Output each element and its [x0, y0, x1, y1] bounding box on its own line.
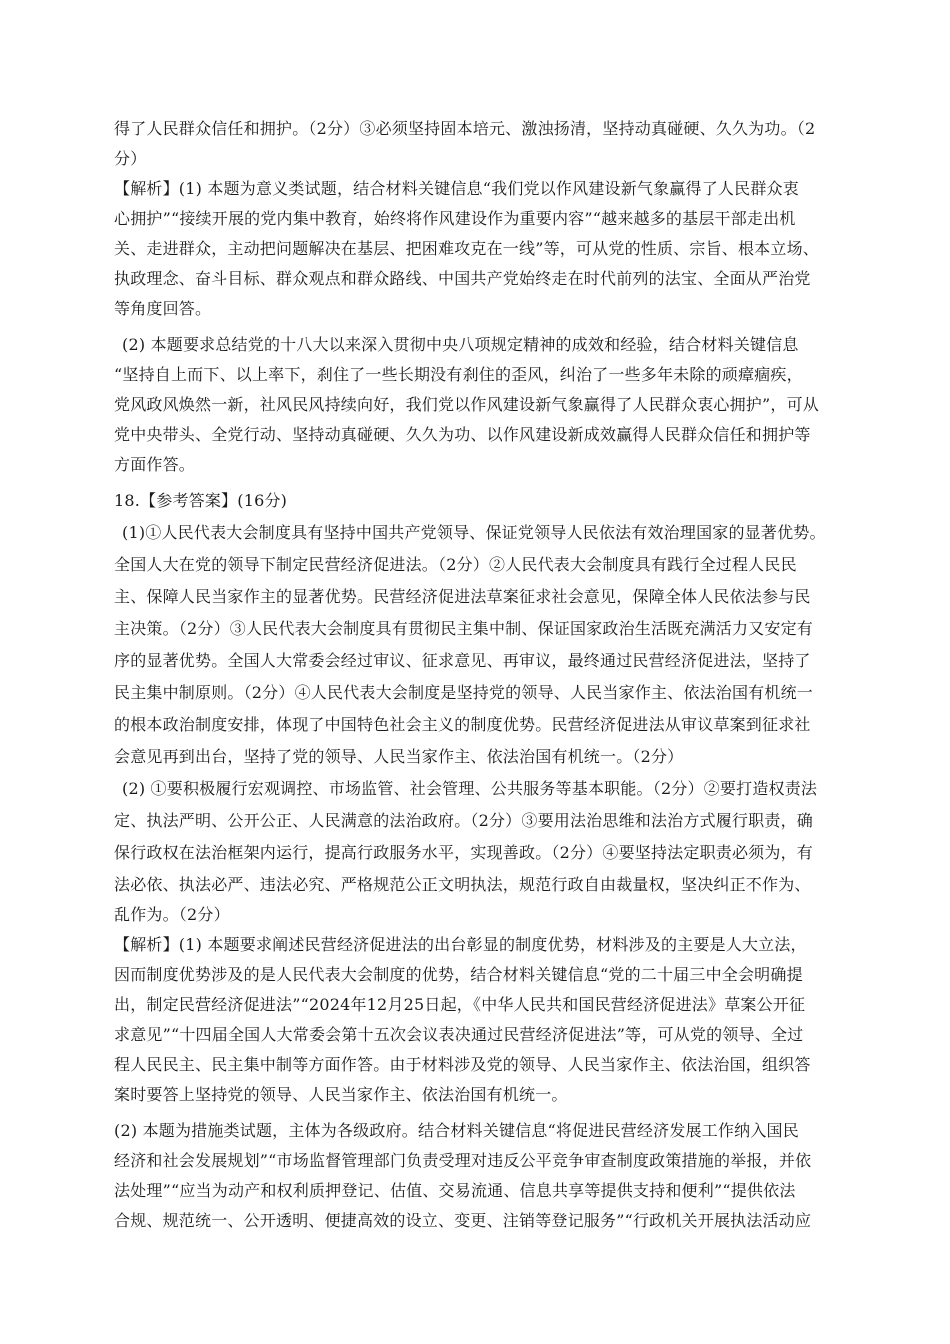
- text-line: 保行政权在法治框架内运行，提高行政服务水平，实现善政。（2分）④要坚持法定职责必须为，有: [114, 843, 813, 862]
- text-line: 主、保障人民当家作主的显著优势。民营经济促进法草案征求社会意见，保障全体人民依法参与民: [114, 587, 811, 606]
- text-line: (2) ①要积极履行宏观调控、市场监管、社会管理、公共服务等基本职能。（2分）②要打造权责法: [122, 779, 818, 798]
- text-line: (2) 本题为措施类试题，主体为各级政府。结合材料关键信息“将促进民营经济发展工作纳入国民: [114, 1121, 799, 1140]
- text-line: 关、走进群众，主动把问题解决在基层、把困难攻克在一线”等，可从党的性质、宗旨、根本立场、: [114, 239, 819, 258]
- analysis-heading-line: 【解析】(1) 本题要求阐述民营经济促进法的出台彰显的制度优势，材料涉及的主要是人大立法，: [114, 935, 807, 954]
- text-line: 的根本政治制度安排，体现了中国特色社会主义的制度优势。民营经济促进法从审议草案到征求社: [114, 715, 811, 734]
- text-line: 法必依、执法必严、违法必究、严格规范公正文明执法，规范行政自由裁量权，坚决纠正不作为、: [114, 875, 811, 894]
- text-line: 党风政风焕然一新，社风民风持续向好，我们党以作风建设新气象赢得了人民群众衷心拥护”，可从: [114, 395, 819, 414]
- text-line: 乱作为。（2分）: [114, 905, 230, 924]
- analysis-heading-line: 【解析】(1) 本题为意义类试题，结合材料关键信息“我们党以作风建设新气象赢得了人民群众衷: [114, 179, 799, 198]
- text-line: 全国人大在党的领导下制定民营经济促进法。（2分）②人民代表大会制度具有践行全过程人民民: [114, 555, 797, 574]
- text-line: 定、执法严明、公开公正、人民满意的法治政府。（2分）③要用法治思维和法治方式履行职责，确: [114, 811, 813, 830]
- text-line: 程人民民主、民主集中制等方面作答。由于材料涉及党的领导、人民当家作主、依法治国，组织答: [114, 1055, 811, 1074]
- text-line: 法处理”“应当为动产和权利质押登记、估值、交易流通、信息共享等提供支持和便利”“提供依法: [114, 1181, 796, 1200]
- question-number-heading: 18.【参考答案】(16分): [114, 491, 288, 510]
- text-line: 党中央带头、全党行动、坚持动真碰硬、久久为功、以作风建设新成效赢得人民群众信任和拥护等: [114, 425, 811, 444]
- text-line: 执政理念、奋斗目标、群众观点和群众路线、中国共产党始终走在时代前列的法宝、全面从严治党: [114, 269, 811, 288]
- text-line: 求意见”“十四届全国人大常委会第十五次会议表决通过民营经济促进法”等，可从党的领导、全过: [114, 1025, 804, 1044]
- text-line: 方面作答。: [114, 455, 196, 474]
- text-line: 合规、规范统一、公开透明、便捷高效的设立、变更、注销等登记服务”“行政机关开展执法活动应: [114, 1211, 812, 1230]
- text-line: 序的显著优势。全国人大常委会经过审议、征求意见、再审议，最终通过民营经济促进法，坚持了: [114, 651, 811, 670]
- text-line: “坚持自上而下、以上率下，刹住了一些长期没有刹住的歪风，纠治了一些多年未除的顽瘴痼疾，: [114, 365, 803, 384]
- text-line: (2) 本题要求总结党的十八大以来深入贯彻中央八项规定精神的成效和经验，结合材料关键信息: [122, 335, 799, 354]
- text-line: 得了人民群众信任和拥护。（2分）③必须坚持固本培元、激浊扬清，坚持动真碰硬、久久为功。（2: [114, 119, 816, 138]
- text-line: 主决策。（2分）③人民代表大会制度具有贯彻民主集中制、保证国家政治生活既充满活力又安定有: [114, 619, 813, 638]
- text-line: 等角度回答。: [114, 299, 212, 318]
- text-line: 经济和社会发展规划”“市场监督管理部门负责受理对违反公平竞争审查制度政策措施的举报，并依: [114, 1151, 812, 1170]
- text-line: 民主集中制原则。（2分）④人民代表大会制度是坚持党的领导、人民当家作主、依法治国有机统一: [114, 683, 813, 702]
- text-line: 会意见再到出台，坚持了党的领导、人民当家作主、依法治国有机统一。（2分）: [114, 747, 684, 766]
- text-line: 案时要答上坚持党的领导、人民当家作主、依法治国有机统一。: [114, 1085, 568, 1104]
- text-line: (1)①人民代表大会制度具有坚持中国共产党领导、保证党领导人民依法有效治理国家的显著优势。: [122, 523, 826, 542]
- text-line: 分）: [114, 149, 147, 168]
- text-line: 出，制定民营经济促进法”“2024年12月25日起，《中华人民共和国民营经济促进法》草案公开征: [114, 995, 806, 1014]
- text-line: 心拥护”“接续开展的党内集中教育，始终将作风建设作为重要内容”“越来越多的基层干部走出机: [114, 209, 796, 228]
- text-line: 因而制度优势涉及的是人民代表大会制度的优势，结合材料关键信息“党的二十届三中全会明确提: [114, 965, 803, 984]
